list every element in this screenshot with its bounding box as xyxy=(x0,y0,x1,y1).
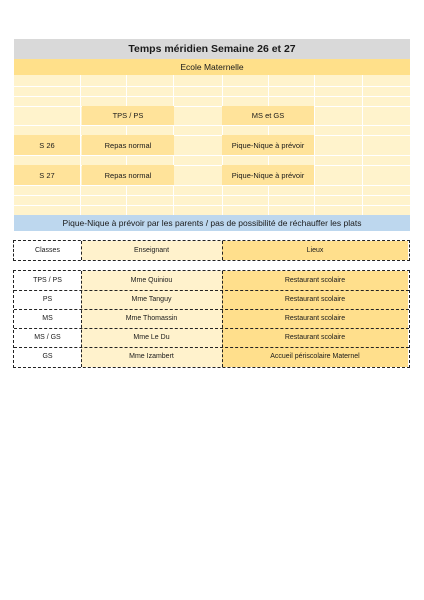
table-divider xyxy=(14,309,409,310)
grid-line xyxy=(14,86,410,87)
table-divider xyxy=(14,347,409,348)
header-enseignant: Enseignant xyxy=(81,241,222,260)
col-header-ms-gs: MS et GS xyxy=(222,106,314,125)
table-cell-classe: GS xyxy=(14,347,81,367)
page-title: Temps méridien Semaine 26 et 27 xyxy=(14,39,410,59)
picnic-notice: Pique-Nique à prévoir par les parents / pas de possibilité de réchauffer les plats xyxy=(14,215,410,231)
cell-s27-tps-ps: Repas normal xyxy=(82,165,174,185)
table-divider xyxy=(81,271,82,367)
cell-s26-tps-ps: Repas normal xyxy=(82,135,174,155)
row-label-s27: S 27 xyxy=(14,165,80,185)
grid-line xyxy=(80,75,81,215)
grid-line xyxy=(14,125,410,126)
grid-line xyxy=(14,106,410,107)
header-classes: Classes xyxy=(14,241,81,260)
header-lieux: Lieux xyxy=(222,241,408,260)
grid-line xyxy=(14,205,410,206)
grid-line xyxy=(14,96,410,97)
table-cell-enseignant: Mme Thomassin xyxy=(81,309,222,328)
table-cell-enseignant: Mme Izambert xyxy=(81,347,222,367)
grid-line xyxy=(314,75,315,215)
table-divider xyxy=(14,328,409,329)
table-cell-lieu: Restaurant scolaire xyxy=(222,290,408,309)
table-cell-lieu: Restaurant scolaire xyxy=(222,309,408,328)
table-divider xyxy=(81,241,82,260)
table-cell-classe: TPS / PS xyxy=(14,271,81,290)
school-name: Ecole Maternelle xyxy=(14,59,410,75)
table-divider xyxy=(222,271,223,367)
table-cell-classe: MS xyxy=(14,309,81,328)
classes-table xyxy=(13,270,410,368)
cell-s27-ms-gs: Pique-Nique à prévoir xyxy=(222,165,314,185)
grid-line xyxy=(14,195,410,196)
table-cell-lieu: Restaurant scolaire xyxy=(222,328,408,347)
grid-line xyxy=(14,155,410,156)
cell-s26-ms-gs: Pique-Nique à prévoir xyxy=(222,135,314,155)
row-label-s26: S 26 xyxy=(14,135,80,155)
table-cell-classe: PS xyxy=(14,290,81,309)
table-cell-enseignant: Mme Quiniou xyxy=(81,271,222,290)
table-divider xyxy=(14,290,409,291)
classes-header-table xyxy=(13,240,410,261)
table-cell-lieu: Accueil périscolaire Maternel xyxy=(222,347,408,367)
col-header-tps-ps: TPS / PS xyxy=(82,106,174,125)
grid-line xyxy=(362,75,363,215)
table-cell-enseignant: Mme Le Du xyxy=(81,328,222,347)
grid-line xyxy=(14,185,410,186)
table-cell-enseignant: Mme Tanguy xyxy=(81,290,222,309)
table-cell-lieu: Restaurant scolaire xyxy=(222,271,408,290)
table-cell-classe: MS / GS xyxy=(14,328,81,347)
table-divider xyxy=(222,241,223,260)
